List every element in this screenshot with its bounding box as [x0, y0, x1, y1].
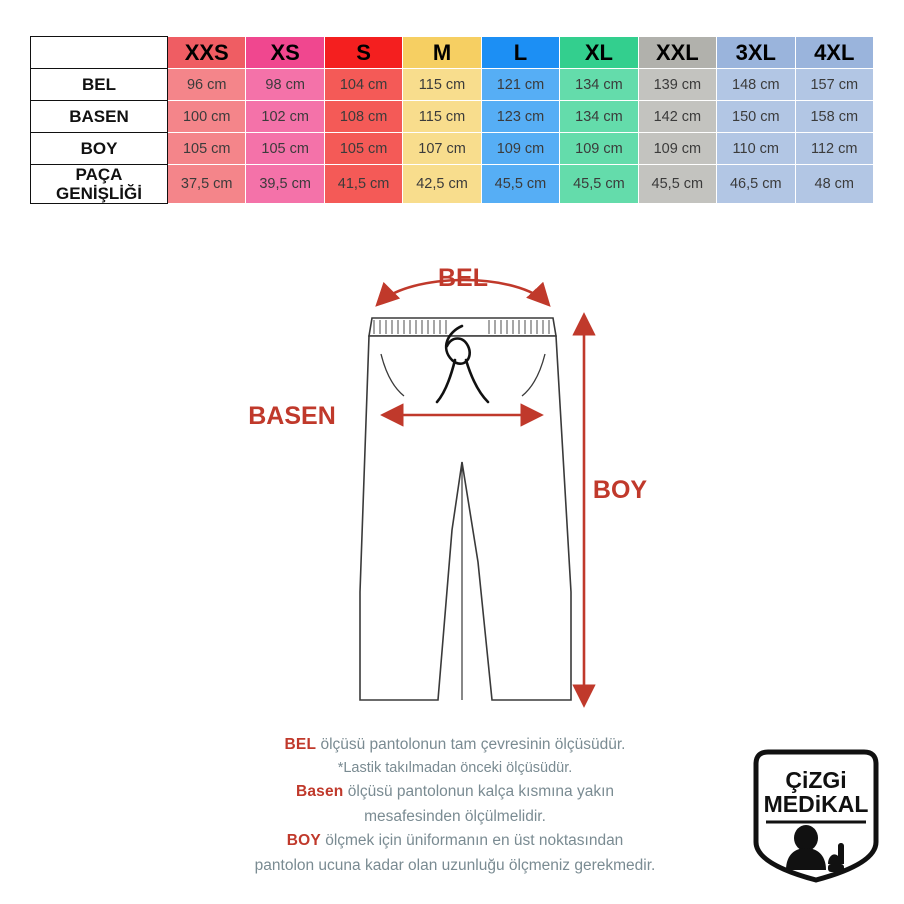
bel-dimension-arrow — [378, 264, 548, 304]
table-row — [31, 133, 874, 165]
boy-dimension-label: BOY — [592, 476, 648, 504]
table-row — [31, 101, 874, 133]
table-header-row — [31, 37, 874, 69]
cell-bel-xl: 134 cm — [560, 69, 638, 101]
cell-boy-xxl: 109 cm — [638, 133, 716, 165]
size-header-xxl: XXL — [638, 37, 716, 69]
cell-bel-4xl: 157 cm — [795, 69, 874, 101]
row-label-boy: BOY — [31, 133, 168, 165]
cell-paca-xl: 45,5 cm — [560, 165, 638, 204]
instruction-line-5-rest: ölçmek için üniformanın en üst noktasından — [320, 832, 624, 850]
instruction-line-2: *Lastik takılmadan önceki ölçüsüdür. — [337, 760, 573, 777]
brand-logo — [750, 746, 882, 886]
table-corner-cell — [31, 37, 168, 69]
cell-basen-xs: 102 cm — [246, 101, 324, 133]
cell-paca-xs: 39,5 cm — [246, 165, 324, 204]
cell-basen-m: 115 cm — [403, 101, 481, 133]
instruction-line-1 — [160, 733, 750, 757]
cell-basen-3xl: 150 cm — [717, 101, 795, 133]
size-header-xl: XL — [560, 37, 638, 69]
bel-dimension-label: BEL — [438, 264, 488, 292]
cell-boy-3xl: 110 cm — [717, 133, 795, 165]
logo-text-line2: MEDiKAL — [763, 791, 869, 817]
cell-basen-xxl: 142 cm — [638, 101, 716, 133]
cell-bel-s: 104 cm — [324, 69, 402, 101]
pants-outline-illustration — [360, 318, 571, 700]
cell-bel-3xl: 148 cm — [717, 69, 795, 101]
instruction-highlight-boy: BOY — [286, 832, 321, 850]
size-header-3xl: 3XL — [717, 37, 795, 69]
cell-bel-m: 115 cm — [403, 69, 481, 101]
table-row — [31, 165, 874, 204]
size-header-l: L — [481, 37, 559, 69]
row-label-bel: BEL — [31, 69, 168, 101]
pants-measurement-diagram — [0, 262, 904, 732]
cell-paca-l: 45,5 cm — [481, 165, 559, 204]
size-header-s: S — [324, 37, 402, 69]
cell-paca-3xl: 46,5 cm — [717, 165, 795, 204]
cell-bel-l: 121 cm — [481, 69, 559, 101]
cell-boy-l: 109 cm — [481, 133, 559, 165]
cell-basen-l: 123 cm — [481, 101, 559, 133]
cell-bel-xxs: 96 cm — [168, 69, 246, 101]
table-row — [31, 69, 874, 101]
cell-paca-m: 42,5 cm — [403, 165, 481, 204]
logo-text-line1: ÇiZGi — [785, 767, 847, 793]
cell-bel-xs: 98 cm — [246, 69, 324, 101]
instruction-line-3 — [160, 780, 750, 804]
cell-boy-xxs: 105 cm — [168, 133, 246, 165]
cell-boy-xl: 109 cm — [560, 133, 638, 165]
measurement-instructions — [160, 733, 750, 878]
cell-paca-xxl: 45,5 cm — [638, 165, 716, 204]
size-chart-table — [30, 36, 874, 204]
cell-paca-xxs: 37,5 cm — [168, 165, 246, 204]
cell-basen-s: 108 cm — [324, 101, 402, 133]
cell-boy-s: 105 cm — [324, 133, 402, 165]
cell-boy-4xl: 112 cm — [795, 133, 874, 165]
size-header-m: M — [403, 37, 481, 69]
cell-paca-4xl: 48 cm — [795, 165, 874, 204]
cell-boy-xs: 105 cm — [246, 133, 324, 165]
size-chart-table-container — [30, 36, 874, 204]
cell-basen-4xl: 158 cm — [795, 101, 874, 133]
size-header-xs: XS — [246, 37, 324, 69]
cell-paca-s: 41,5 cm — [324, 165, 402, 204]
size-header-xxs: XXS — [168, 37, 246, 69]
instruction-line-5 — [160, 829, 750, 853]
instruction-highlight-basen: Basen — [295, 783, 344, 801]
row-label-basen: BASEN — [31, 101, 168, 133]
boy-dimension-arrow — [584, 316, 647, 704]
row-label-paca-genisligi: PAÇA GENİŞLİĞİ — [31, 165, 168, 204]
instruction-highlight-bel: BEL — [284, 736, 317, 753]
basen-dimension-label: BASEN — [248, 402, 336, 430]
instruction-line-6: pantolon ucuna kadar olan uzunluğu ölçmeniz gerekmedir. — [254, 856, 656, 874]
cell-basen-xl: 134 cm — [560, 101, 638, 133]
instruction-line-1-rest: ölçüsü pantolonun tam çevresinin ölçüsüdür. — [316, 736, 626, 753]
size-header-4xl: 4XL — [795, 37, 874, 69]
cell-basen-xxs: 100 cm — [168, 101, 246, 133]
instruction-line-4: mesafesinden ölçülmelidir. — [364, 807, 546, 825]
cell-boy-m: 107 cm — [403, 133, 481, 165]
cell-bel-xxl: 139 cm — [638, 69, 716, 101]
instruction-line-3-rest: ölçüsü pantolonun kalça kısmına yakın — [343, 783, 615, 801]
